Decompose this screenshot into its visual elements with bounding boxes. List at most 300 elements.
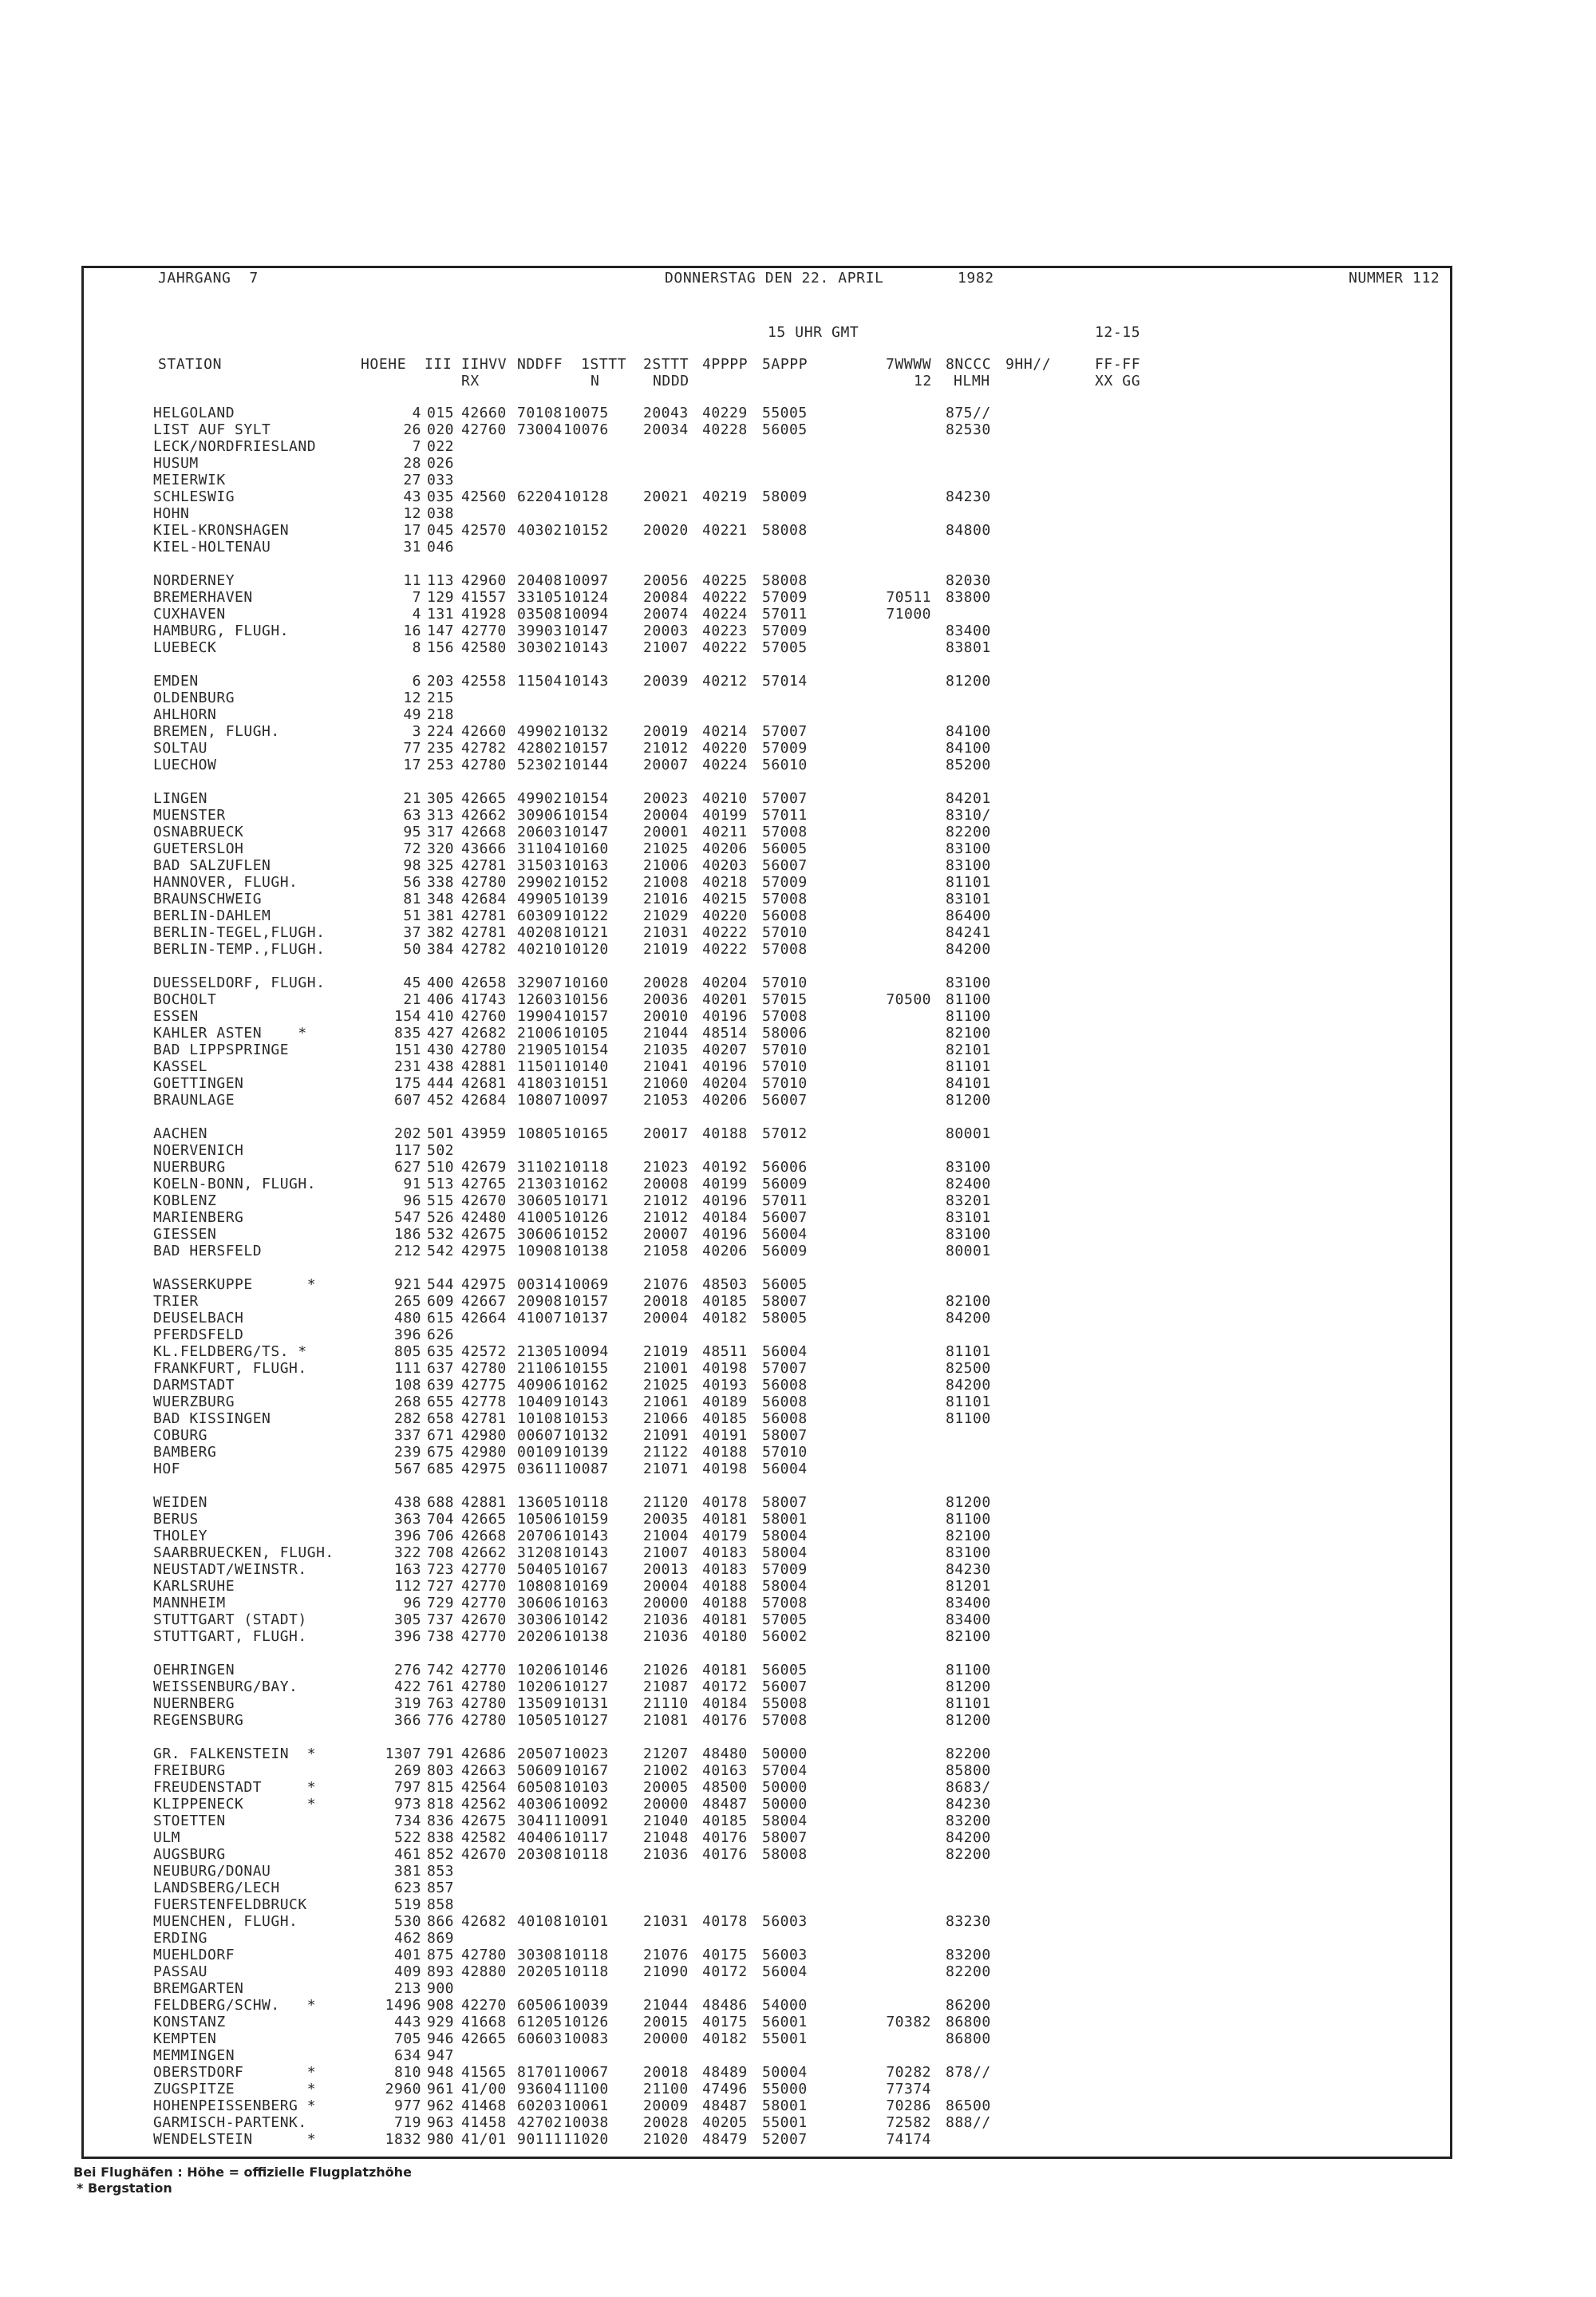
cell-2sttt: 21100 [643,2081,689,2097]
cell-iihvv: 42780 [461,1678,507,1695]
cell-station-number: 224 [427,723,455,740]
cell-2sttt: 21007 [643,639,689,656]
cell-4pppp: 48480 [702,1745,748,1762]
cell-4pppp: 40212 [702,673,748,690]
cell-1sttt: 10143 [563,1528,609,1544]
cell-hoehe: 81 [403,891,421,907]
cell-5appp: 57005 [762,1611,808,1628]
cell-iihvv: 42562 [461,1796,507,1813]
cell-station-number: 838 [427,1829,455,1846]
cell-nddff: 52302 [517,757,563,773]
cell-nddff: 60309 [517,907,563,924]
cell-8nccc: 80001 [946,1125,991,1142]
cell-2sttt: 20003 [643,623,689,639]
cell-4pppp: 40214 [702,723,748,740]
cell-4pppp: 40204 [702,1075,748,1092]
cell-hoehe: 11 [403,572,421,589]
cell-iihvv: 42770 [461,1561,507,1578]
cell-1sttt: 10083 [563,2030,609,2047]
cell-station-name: HOHN [153,505,190,522]
cell-station-number: 406 [427,991,455,1008]
cell-station-number: 438 [427,1058,455,1075]
cell-2sttt: 21048 [643,1829,689,1846]
cell-nddff: 10505 [517,1712,563,1729]
cell-5appp: 57008 [762,891,808,907]
cell-5appp: 57008 [762,1712,808,1729]
cell-station-name: FRANKFURT, FLUGH. [153,1360,307,1377]
cell-2sttt: 21091 [643,1427,689,1444]
cell-nddff: 20408 [517,572,563,589]
cell-iihvv: 42665 [461,2030,507,2047]
cell-8nccc: 83200 [946,1947,991,1963]
cell-hoehe: 51 [403,907,421,924]
cell-8nccc: 878// [946,2064,991,2081]
col-n: N [591,373,600,389]
cell-5appp: 57010 [762,1042,808,1058]
cell-station-name: STUTTGART, FLUGH. [153,1628,307,1645]
cell-1sttt: 10143 [563,1394,609,1410]
cell-hoehe: 835 [393,1025,421,1042]
cell-2sttt: 20000 [643,1796,689,1813]
cell-iihvv: 41565 [461,2064,507,2081]
cell-station-number: 526 [427,1209,455,1226]
cell-4pppp: 48503 [702,1276,748,1293]
cell-iihvv: 42668 [461,824,507,840]
cell-station-number: 410 [427,1008,455,1025]
cell-4pppp: 40222 [702,924,748,941]
cell-station-number: 866 [427,1913,455,1930]
cell-station-name: BAD KISSINGEN [153,1410,271,1427]
cell-5appp: 58008 [762,522,808,539]
cell-1sttt: 10156 [563,991,609,1008]
cell-1sttt: 10171 [563,1192,609,1209]
cell-station-name: OSNABRUECK [153,824,244,840]
cell-5appp: 55000 [762,2081,808,2097]
cell-hoehe: 705 [393,2030,421,2047]
cell-8nccc: 83400 [946,1595,991,1611]
cell-station-number: 948 [427,2064,455,2081]
cell-nddff: 30906 [517,807,563,824]
cell-4pppp: 40204 [702,975,748,991]
year-label: 1982 [958,270,994,287]
cell-5appp: 50000 [762,1796,808,1813]
cell-5appp: 57008 [762,824,808,840]
cell-5appp: 55008 [762,1695,808,1712]
cell-2sttt: 20021 [643,488,689,505]
cell-station-number: 384 [427,941,455,958]
cell-hoehe: 462 [393,1930,421,1947]
cell-4pppp: 40178 [702,1494,748,1511]
cell-hoehe: 1307 [385,1745,421,1762]
cell-8nccc: 81101 [946,874,991,891]
cell-station-name: NORDERNEY [153,572,235,589]
cell-2sttt: 21019 [643,1343,689,1360]
cell-station-name: BERLIN-DAHLEM [153,907,271,924]
cell-8nccc: 82200 [946,1963,991,1980]
cell-hoehe: 519 [393,1896,421,1913]
cell-hoehe: 91 [403,1176,421,1192]
cell-nddff: 30606 [517,1595,563,1611]
cell-1sttt: 10121 [563,924,609,941]
cell-4pppp: 40182 [702,1310,748,1326]
cell-2sttt: 20004 [643,1310,689,1326]
cell-1sttt: 11100 [563,2081,609,2097]
cell-station-number: 382 [427,924,455,941]
cell-hoehe: 31 [403,539,421,555]
cell-iihvv: 42662 [461,807,507,824]
cell-hoehe: 734 [393,1813,421,1829]
cell-5appp: 57007 [762,790,808,807]
cell-7wwww: 72582 [886,2114,931,2131]
cell-station-name: WEISSENBURG/BAY. [153,1678,298,1695]
cell-hoehe: 231 [393,1058,421,1075]
cell-8nccc: 83200 [946,1813,991,1829]
cell-2sttt: 21120 [643,1494,689,1511]
cell-1sttt: 10038 [563,2114,609,2131]
cell-nddff: 29902 [517,874,563,891]
cell-station-name: KAHLER ASTEN * [153,1025,307,1042]
cell-8nccc: 81200 [946,1678,991,1695]
cell-iihvv: 42582 [461,1829,507,1846]
cell-nddff: 20603 [517,824,563,840]
cell-station-number: 609 [427,1293,455,1310]
cell-2sttt: 21004 [643,1528,689,1544]
cell-station-name: ULM [153,1829,181,1846]
cell-4pppp: 40215 [702,891,748,907]
col-iii: III [425,356,452,373]
col-station: STATION [158,356,223,373]
cell-station-name: AHLHORN [153,706,217,723]
cell-station-name: MUENSTER [153,807,226,824]
cell-iihvv: 42760 [461,421,507,438]
cell-iihvv: 42665 [461,1511,507,1528]
cell-station-name: MUENCHEN, FLUGH. [153,1913,298,1930]
cell-station-name: MUEHLDORF [153,1947,235,1963]
cell-1sttt: 10160 [563,840,609,857]
cell-nddff: 10908 [517,1243,563,1259]
cell-station-number: 947 [427,2047,455,2064]
cell-iihvv: 42781 [461,924,507,941]
cell-iihvv: 42570 [461,522,507,539]
cell-hoehe: 72 [403,840,421,857]
cell-2sttt: 20023 [643,790,689,807]
cell-station-number: 035 [427,488,455,505]
cell-station-number: 305 [427,790,455,807]
cell-hoehe: 634 [393,2047,421,2064]
cell-5appp: 57005 [762,639,808,656]
cell-nddff: 00109 [517,1444,563,1461]
cell-5appp: 56005 [762,1276,808,1293]
cell-8nccc: 84100 [946,723,991,740]
cell-station-name: HELGOLAND [153,405,235,421]
cell-5appp: 58009 [762,488,808,505]
cell-2sttt: 21071 [643,1461,689,1477]
cell-1sttt: 10122 [563,907,609,924]
cell-1sttt: 10159 [563,1511,609,1528]
cell-5appp: 56004 [762,1226,808,1243]
cell-station-name: KOELN-BONN, FLUGH. [153,1176,317,1192]
cell-iihvv: 42686 [461,1745,507,1762]
cell-station-number: 946 [427,2030,455,2047]
cell-5appp: 57014 [762,673,808,690]
cell-station-name: KARLSRUHE [153,1578,235,1595]
cell-1sttt: 10147 [563,623,609,639]
cell-1sttt: 10101 [563,1913,609,1930]
cell-5appp: 58004 [762,1544,808,1561]
cell-nddff: 40406 [517,1829,563,1846]
cell-5appp: 56005 [762,1662,808,1678]
cell-1sttt: 10155 [563,1360,609,1377]
cell-iihvv: 42480 [461,1209,507,1226]
cell-station-name: AACHEN [153,1125,208,1142]
cell-station-number: 542 [427,1243,455,1259]
cell-1sttt: 10023 [563,1745,609,1762]
cell-8nccc: 82400 [946,1176,991,1192]
cell-station-number: 791 [427,1745,455,1762]
cell-4pppp: 40181 [702,1611,748,1628]
cell-7wwww: 77374 [886,2081,931,2097]
time-range: 12-15 [1095,324,1141,341]
cell-4pppp: 40224 [702,757,748,773]
cell-station-name: BAD LIPPSPRINGE [153,1042,290,1058]
cell-1sttt: 10118 [563,1947,609,1963]
col-iihvv: IIHVV [461,356,508,373]
cell-hoehe: 43 [403,488,421,505]
cell-station-number: 325 [427,857,455,874]
cell-4pppp: 48487 [702,1796,748,1813]
cell-nddff: 30308 [517,1947,563,1963]
cell-station-name: FREIBURG [153,1762,226,1779]
cell-5appp: 56004 [762,1963,808,1980]
cell-4pppp: 40207 [702,1042,748,1058]
cell-8nccc: 8310/ [946,807,991,824]
cell-1sttt: 10118 [563,1963,609,1980]
cell-iihvv: 42770 [461,1662,507,1678]
cell-1sttt: 10117 [563,1829,609,1846]
cell-hoehe: 17 [403,522,421,539]
cell-iihvv: 42572 [461,1343,507,1360]
cell-4pppp: 40229 [702,405,748,421]
cell-5appp: 54000 [762,1997,808,2014]
cell-4pppp: 48489 [702,2064,748,2081]
cell-8nccc: 83201 [946,1192,991,1209]
cell-4pppp: 40203 [702,857,748,874]
cell-4pppp: 40228 [702,421,748,438]
cell-5appp: 57008 [762,1008,808,1025]
cell-1sttt: 10157 [563,740,609,757]
cell-2sttt: 21031 [643,1913,689,1930]
cell-hoehe: 186 [393,1226,421,1243]
cell-nddff: 12603 [517,991,563,1008]
cell-8nccc: 81100 [946,1662,991,1678]
cell-station-number: 544 [427,1276,455,1293]
cell-nddff: 20206 [517,1628,563,1645]
cell-nddff: 20308 [517,1846,563,1863]
cell-4pppp: 40176 [702,1846,748,1863]
cell-station-number: 444 [427,1075,455,1092]
cell-station-name: NEUSTADT/WEINSTR. [153,1561,307,1578]
volume-label: JAHRGANG 7 [158,270,259,287]
cell-4pppp: 40175 [702,2014,748,2030]
cell-4pppp: 40199 [702,1176,748,1192]
cell-8nccc: 83100 [946,857,991,874]
cell-8nccc: 82200 [946,824,991,840]
cell-hoehe: 4 [412,606,421,623]
cell-station-name: HAMBURG, FLUGH. [153,623,290,639]
cell-station-name: BAMBERG [153,1444,217,1461]
cell-iihvv: 42658 [461,975,507,991]
cell-station-name: BAD SALZUFLEN [153,857,271,874]
cell-station-number: 430 [427,1042,455,1058]
cell-hoehe: 438 [393,1494,421,1511]
cell-nddff: 20205 [517,1963,563,1980]
cell-iihvv: 42770 [461,1628,507,1645]
cell-2sttt: 20028 [643,2114,689,2131]
cell-1sttt: 10144 [563,757,609,773]
cell-2sttt: 21007 [643,1544,689,1561]
cell-1sttt: 10061 [563,2097,609,2114]
cell-4pppp: 40181 [702,1662,748,1678]
col-2sttt: 2STTT [643,356,689,373]
cell-station-name: BERLIN-TEMP.,FLUGH. [153,941,326,958]
cell-5appp: 55001 [762,2030,808,2047]
cell-station-name: MEIERWIK [153,472,226,488]
cell-station-number: 738 [427,1628,455,1645]
cell-iihvv: 42682 [461,1025,507,1042]
cell-1sttt: 10143 [563,639,609,656]
cell-station-name: ESSEN [153,1008,199,1025]
cell-1sttt: 10157 [563,1008,609,1025]
cell-nddff: 40108 [517,1913,563,1930]
footnote-mountain: * Bergstation [77,2180,172,2196]
cell-iihvv: 42960 [461,572,507,589]
cell-station-number: 737 [427,1611,455,1628]
col-ff-ff: FF-FF [1095,356,1141,373]
cell-1sttt: 10147 [563,824,609,840]
cell-hoehe: 111 [393,1360,421,1377]
cell-4pppp: 40218 [702,874,748,891]
cell-2sttt: 20043 [643,405,689,421]
cell-iihvv: 41458 [461,2114,507,2131]
cell-5appp: 56001 [762,2014,808,2030]
cell-station-name: STUTTGART (STADT) [153,1611,307,1628]
cell-station-number: 510 [427,1159,455,1176]
cell-hoehe: 175 [393,1075,421,1092]
cell-8nccc: 82530 [946,421,991,438]
cell-2sttt: 20015 [643,2014,689,2030]
cell-4pppp: 40183 [702,1561,748,1578]
cell-5appp: 56009 [762,1243,808,1259]
cell-2sttt: 20028 [643,975,689,991]
cell-nddff: 30306 [517,1611,563,1628]
cell-nddff: 21305 [517,1343,563,1360]
cell-nddff: 10409 [517,1394,563,1410]
cell-nddff: 32907 [517,975,563,991]
cell-iihvv: 42980 [461,1427,507,1444]
cell-nddff: 50609 [517,1762,563,1779]
cell-2sttt: 20056 [643,572,689,589]
col-5appp: 5APPP [762,356,808,373]
cell-nddff: 00314 [517,1276,563,1293]
cell-2sttt: 20034 [643,421,689,438]
cell-station-number: 381 [427,907,455,924]
cell-nddff: 10206 [517,1662,563,1678]
cell-hoehe: 623 [393,1880,421,1896]
cell-hoehe: 212 [393,1243,421,1259]
cell-1sttt: 10132 [563,723,609,740]
cell-iihvv: 42564 [461,1779,507,1796]
cell-hoehe: 239 [393,1444,421,1461]
cell-station-number: 637 [427,1360,455,1377]
cell-5appp: 50000 [762,1745,808,1762]
cell-station-number: 815 [427,1779,455,1796]
cell-1sttt: 10143 [563,1544,609,1561]
cell-8nccc: 83400 [946,1611,991,1628]
cell-station-name: BREMGARTEN [153,1980,244,1997]
cell-4pppp: 48487 [702,2097,748,2114]
cell-station-name: GUETERSLOH [153,840,244,857]
cell-2sttt: 21076 [643,1947,689,1963]
cell-station-number: 131 [427,606,455,623]
cell-8nccc: 83100 [946,840,991,857]
cell-5appp: 55001 [762,2114,808,2131]
cell-8nccc: 84800 [946,522,991,539]
cell-7wwww: 70286 [886,2097,931,2114]
cell-iihvv: 42770 [461,1595,507,1611]
cell-5appp: 57010 [762,1444,808,1461]
cell-5appp: 56006 [762,1159,808,1176]
cell-4pppp: 40163 [702,1762,748,1779]
cell-iihvv: 41/00 [461,2081,507,2097]
cell-5appp: 57011 [762,606,808,623]
cell-station-name: STOETTEN [153,1813,226,1829]
cell-1sttt: 10153 [563,1410,609,1427]
cell-4pppp: 40206 [702,1092,748,1109]
cell-hoehe: 28 [403,455,421,472]
cell-station-number: 147 [427,623,455,639]
cell-1sttt: 10152 [563,522,609,539]
cell-iihvv: 42770 [461,1578,507,1595]
cell-5appp: 57009 [762,874,808,891]
cell-hoehe: 810 [393,2064,421,2081]
cell-nddff: 60603 [517,2030,563,2047]
cell-nddff: 13509 [517,1695,563,1712]
cell-station-number: 961 [427,2081,455,2097]
cell-station-name: WUERZBURG [153,1394,235,1410]
footnote-airports: Bei Flughäfen : Höhe = offizielle Flugplatzhöhe [73,2165,412,2180]
cell-nddff: 10807 [517,1092,563,1109]
cell-8nccc: 81101 [946,1343,991,1360]
cell-5appp: 57010 [762,924,808,941]
cell-4pppp: 40220 [702,740,748,757]
cell-station-number: 803 [427,1762,455,1779]
cell-7wwww: 70511 [886,589,931,606]
cell-5appp: 58005 [762,1310,808,1326]
cell-1sttt: 10126 [563,2014,609,2030]
cell-1sttt: 10039 [563,1997,609,2014]
cell-station-number: 858 [427,1896,455,1913]
cell-1sttt: 10162 [563,1377,609,1394]
cell-8nccc: 81101 [946,1394,991,1410]
cell-2sttt: 21081 [643,1712,689,1729]
cell-station-name: KONSTANZ [153,2014,226,2030]
cell-iihvv: 42975 [461,1461,507,1477]
cell-station-number: 427 [427,1025,455,1042]
cell-2sttt: 20020 [643,522,689,539]
cell-hoehe: 45 [403,975,421,991]
cell-4pppp: 48514 [702,1025,748,1042]
cell-2sttt: 21012 [643,740,689,757]
